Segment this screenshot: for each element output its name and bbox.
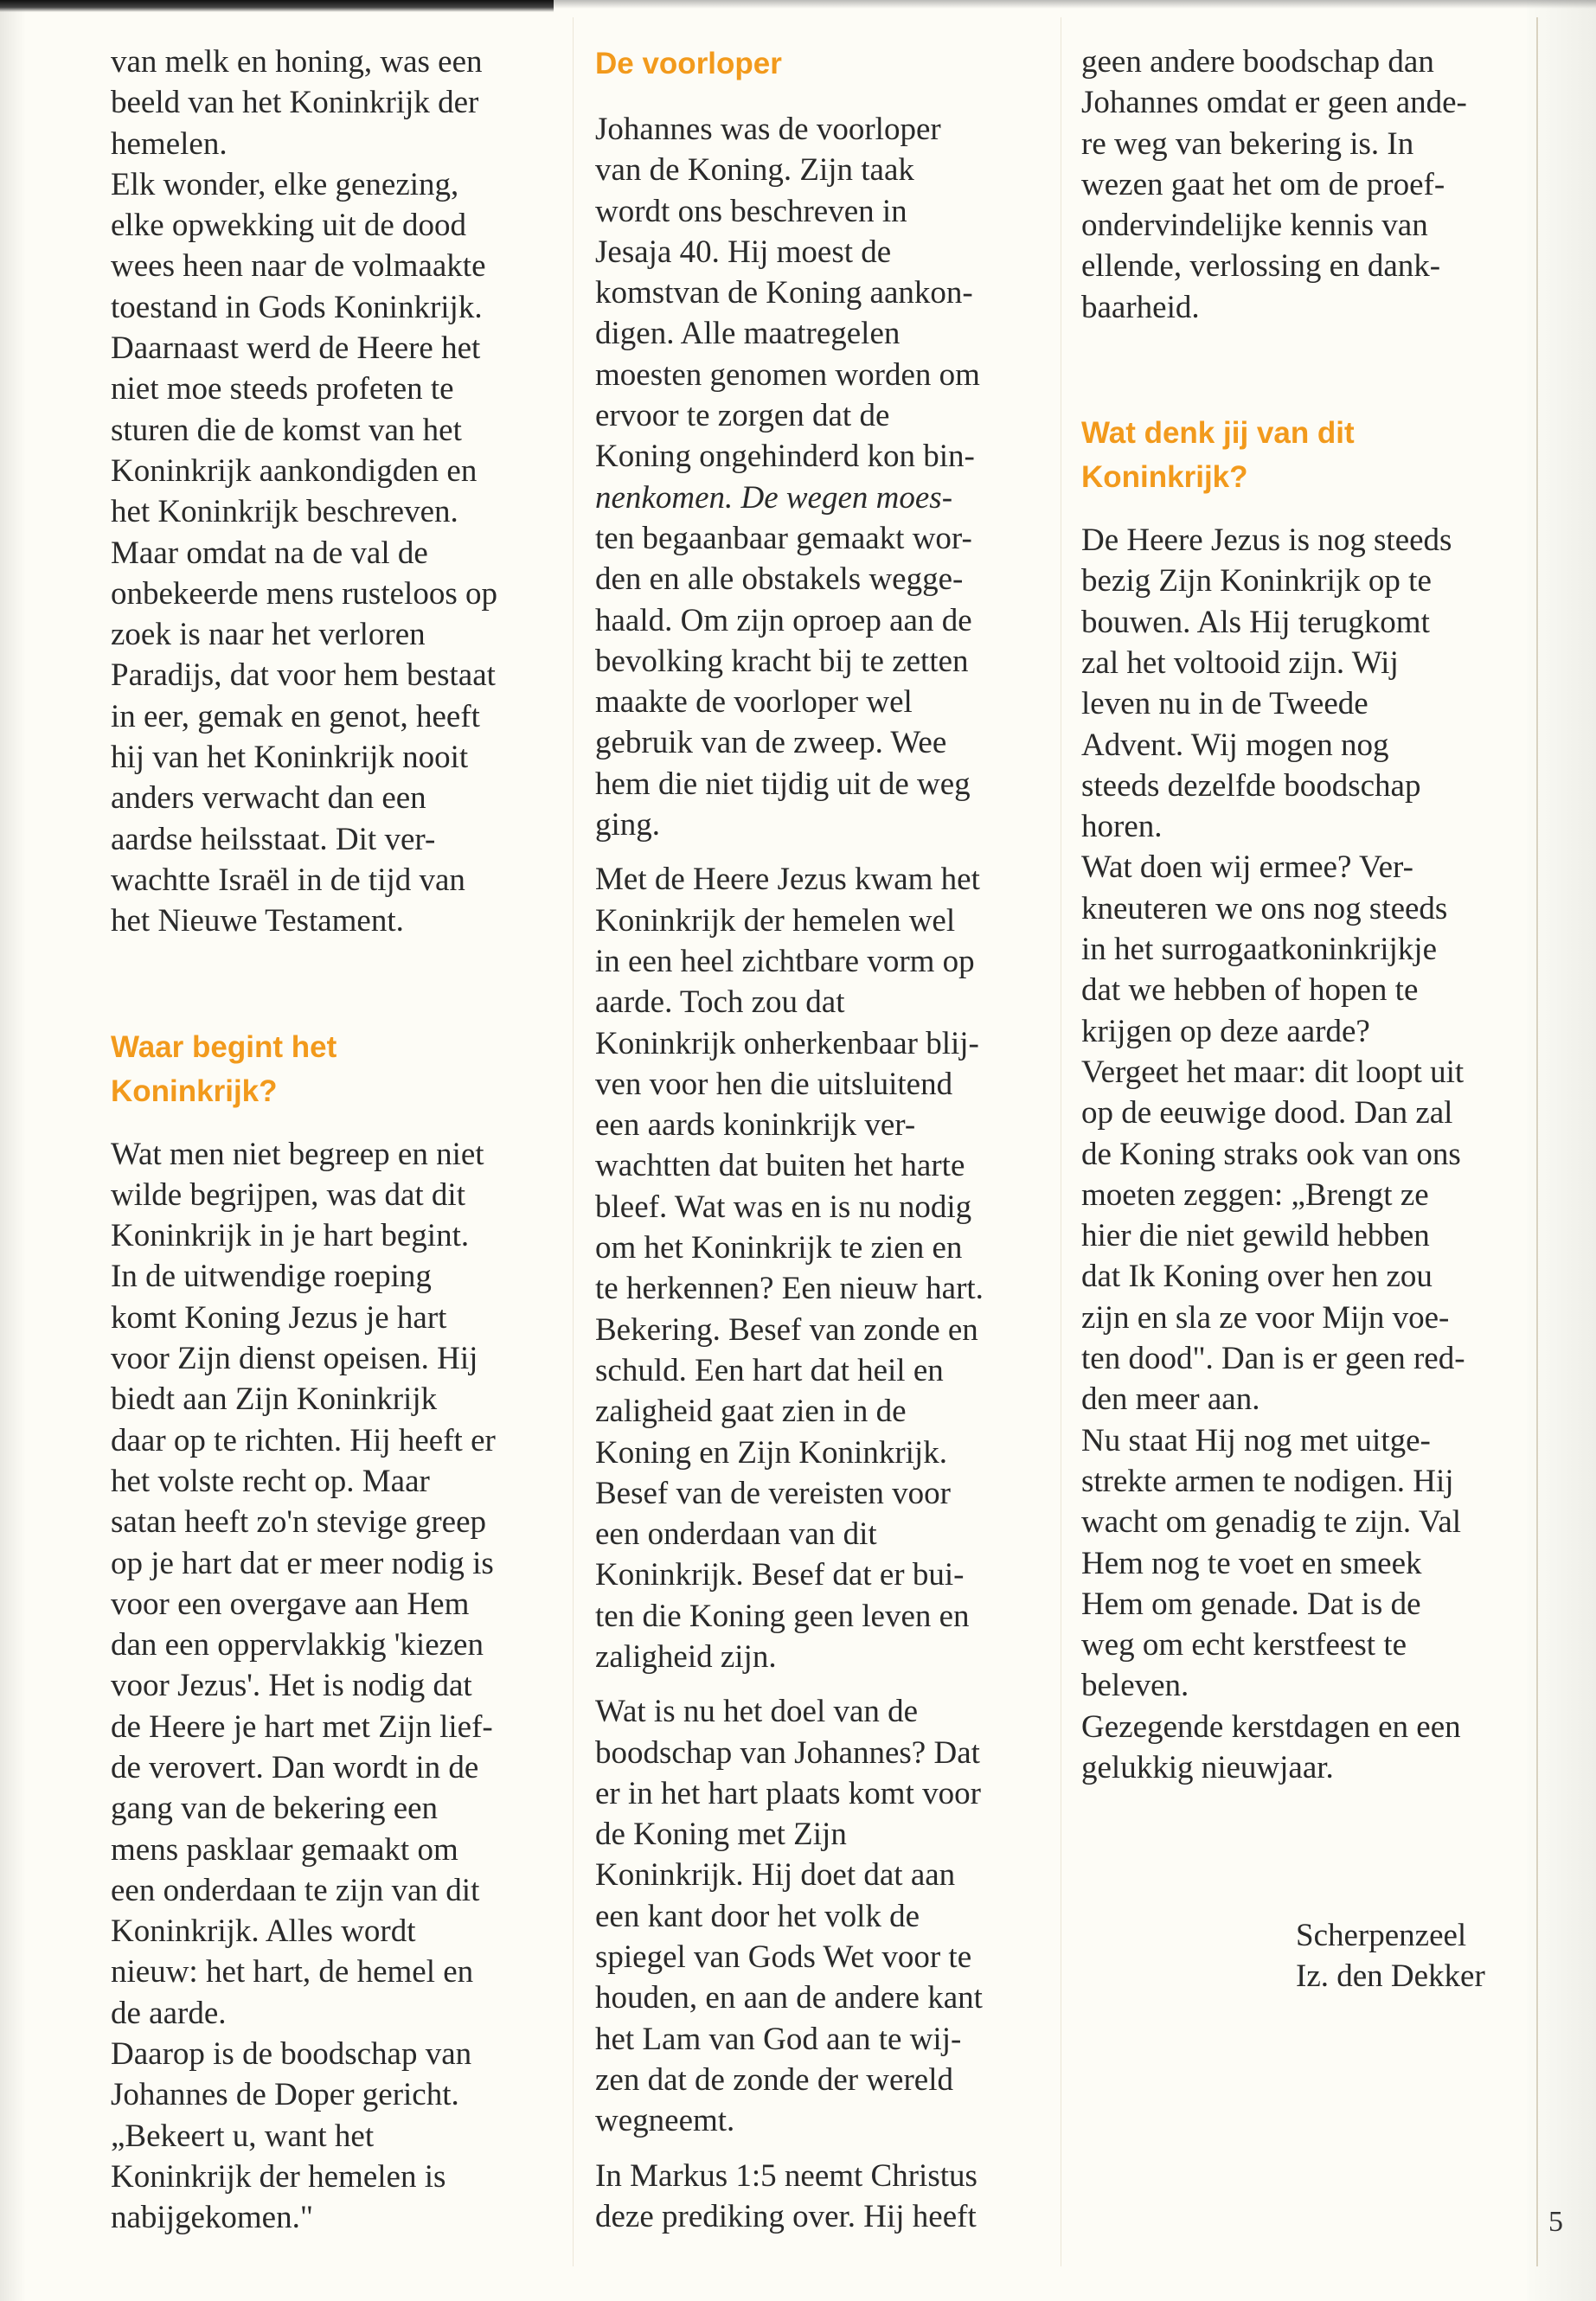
text-line: anders verwacht dan een (111, 780, 426, 817)
text-line: wilde begrijpen, was dat dit (111, 1176, 465, 1213)
text-line: bevolking kracht bij te zetten (595, 643, 969, 679)
text-line: beeld van het Koninkrijk der (111, 85, 479, 121)
text-line: In Markus 1:5 neemt Christus (595, 2157, 977, 2194)
text-line: Koninkrijk aankondigden en (111, 452, 478, 489)
text-line: den en alle obstakels wegge- (595, 561, 964, 598)
text-line: spiegel van Gods Wet voor te (595, 1939, 972, 1976)
text-line: gebruik van de zweep. Wee (595, 725, 947, 761)
text-line: de verovert. Dan wordt in de (111, 1749, 479, 1785)
text-line: nenkomen. De wegen moes- (595, 479, 953, 516)
text-line: de Koning met Zijn (595, 1817, 847, 1853)
text-line: een onderdaan te zijn van dit (111, 1872, 480, 1908)
scan-top-shadow-light (554, 0, 1596, 9)
text-line: wachtte Israël in de tijd van (111, 862, 465, 898)
text-line: beleven. (1081, 1668, 1189, 1704)
text-line: hemelen. (111, 125, 228, 162)
text-line: ten dood". Dan is er geen red- (1081, 1341, 1465, 1377)
text-line: mens pasklaar gemaakt om (111, 1831, 458, 1868)
text-line: Johannes de Doper gericht. (111, 2077, 459, 2113)
text-line: wacht om genadig te zijn. Val (1081, 1504, 1462, 1541)
text-line: ellende, verlossing en dank- (1081, 248, 1441, 285)
text-line: bouwen. Als Hij terugkomt (1081, 604, 1430, 640)
text-line: het Lam van God aan te wij- (595, 2021, 962, 2057)
text-line: komstvan de Koning aankon- (595, 275, 973, 311)
text-line: om het Koninkrijk te zien en (595, 1230, 963, 1266)
text-line: gelukkig nieuwjaar. (1081, 1749, 1334, 1785)
text-line: hem die niet tijdig uit de weg (595, 766, 971, 802)
text-line: gang van de bekering een (111, 1791, 439, 1827)
signature-place: Scherpenzeel (1296, 1918, 1467, 1953)
text-line: dat Ik Koning over hen zou (1081, 1259, 1433, 1295)
text-line: voor een overgave aan Hem (111, 1586, 470, 1622)
text-line: digen. Alle maatregelen (595, 316, 901, 352)
text-line: Waar begint het (111, 1029, 337, 1064)
text-line: van melk en honing, was een (111, 44, 483, 80)
paragraph (111, 42, 543, 942)
text-line: Koninkrijk in je hart begint. (111, 1218, 470, 1254)
text-line: krijgen op deze aarde? (1081, 1013, 1370, 1049)
text-line: Wat men niet begreep en niet (111, 1136, 484, 1172)
text-line: ten die Koning geen leven en (595, 1598, 970, 1634)
text-line: haald. Om zijn oproep aan de (595, 602, 972, 638)
signature (1296, 1915, 1485, 1997)
text-line: schuld. Een hart dat heil en (595, 1352, 944, 1388)
text-line: hij van het Koninkrijk nooit (111, 740, 469, 776)
text-line: de aarde. (111, 1995, 227, 2031)
text-line: baarheid. (1081, 289, 1200, 325)
text-line: komt Koning Jezus je hart (111, 1299, 447, 1336)
paragraph (595, 109, 1045, 845)
text-line: nieuw: het hart, de hemel en (111, 1954, 474, 1990)
text-line: het volste recht op. Maar (111, 1463, 430, 1499)
text-line: Hem nog te voet en smeek (1081, 1545, 1422, 1581)
text-line: aarde. Toch zou dat (595, 984, 845, 1021)
text-line: maakte de voorloper wel (595, 684, 913, 721)
text-line: de Heere je hart met Zijn lief- (111, 1708, 493, 1745)
text-line: onbekeerde mens rusteloos op (111, 575, 497, 612)
text-line: biedt aan Zijn Koninkrijk (111, 1381, 438, 1418)
text-line: Wat is nu het doel van de (595, 1694, 919, 1730)
text-line: Vergeet het maar: dit loopt uit (1081, 1054, 1465, 1090)
text-line: strekte armen te nodigen. Hij (1081, 1463, 1454, 1499)
text-line: moeten zeggen: „Brengt ze (1081, 1176, 1429, 1213)
paragraph (595, 1691, 1045, 2141)
text-line: Wat denk jij van dit (1081, 416, 1355, 451)
signature-author: Iz. den Dekker (1296, 1958, 1485, 1994)
text-line: een kant door het volk de (595, 1898, 920, 1934)
text-line: Nu staat Hij nog met uitge- (1081, 1422, 1431, 1458)
text-line: voor Zijn dienst opeisen. Hij (111, 1341, 478, 1377)
text-line: Koninkrijk onherkenbaar blij- (595, 1025, 979, 1061)
text-line: steeds dezelfde boodschap (1081, 767, 1421, 804)
text-line: Koninkrijk. Alles wordt (111, 1913, 416, 1950)
text-line: het Nieuwe Testament. (111, 903, 404, 939)
text-line: zijn en sla ze voor Mijn voe- (1081, 1299, 1450, 1336)
text-line: kneuteren we ons nog steeds (1081, 890, 1448, 926)
paragraph (1081, 42, 1514, 328)
text-line: Bekering. Besef van zonde en (595, 1311, 978, 1348)
text-line: Koninkrijk. Besef dat er bui- (595, 1557, 965, 1593)
text-line: elke opwekking uit de dood (111, 208, 467, 244)
text-line: In de uitwendige roeping (111, 1259, 432, 1295)
text-line: Koninkrijk? (111, 1074, 278, 1108)
text-line: dan een oppervlakkig 'kiezen (111, 1627, 484, 1663)
text-line: Koninkrijk der hemelen wel (595, 902, 956, 939)
text-line: Daarnaast werd de Heere het (111, 330, 481, 367)
text-line: het Koninkrijk beschreven. (111, 494, 458, 530)
text-line: zaligheid zijn. (595, 1638, 777, 1675)
section-heading (111, 1025, 543, 1113)
text-line: een aards koninkrijk ver- (595, 1107, 916, 1144)
text-line: toestand in Gods Koninkrijk. (111, 289, 483, 325)
text-line: „Bekeert u, want het (111, 2118, 375, 2154)
section-heading (1081, 411, 1514, 499)
text-line: op je hart dat er meer nodig is (111, 1545, 494, 1581)
page-number: 5 (1548, 2206, 1563, 2238)
text-line: houden, en aan de andere kant (595, 1980, 983, 2016)
column-divider (573, 17, 574, 2266)
paragraph (595, 2156, 1045, 2238)
text-line: sturen die de komst van het (111, 412, 462, 448)
text-line: deze prediking over. Hij heeft (595, 2198, 977, 2234)
text-line: hier die niet gewild hebben (1081, 1218, 1430, 1254)
text-line: nabijgekomen." (111, 2200, 313, 2236)
text-line: ven voor hen die uitsluitend (595, 1066, 953, 1102)
text-line: Koning ongehinderd kon bin- (595, 439, 975, 475)
text-line: de Koning straks ook van ons (1081, 1136, 1461, 1172)
text-line: van de Koning. Zijn taak (595, 152, 914, 189)
text-line: aardse heilsstaat. Dit ver- (111, 821, 436, 857)
text-line: Johannes omdat er geen ande- (1081, 85, 1467, 121)
text-line: Daarop is de boodschap van (111, 2036, 472, 2073)
section-heading (595, 42, 1045, 86)
column-right (1081, 42, 1514, 1788)
text-line: wordt ons beschreven in (595, 193, 907, 229)
text-line: den meer aan. (1081, 1381, 1260, 1418)
page-edge-line (1536, 17, 1538, 2266)
text-line: Koning en Zijn Koninkrijk. (595, 1434, 947, 1471)
text-line: zaligheid gaat zien in de (595, 1394, 907, 1430)
text-line: Elk wonder, elke genezing, (111, 166, 459, 202)
text-line: een onderdaan van dit (595, 1516, 877, 1553)
text-line: geen andere boodschap dan (1081, 44, 1434, 80)
text-line: te herkennen? Een nieuw hart. (595, 1271, 984, 1307)
text-line: dat we hebben of hopen te (1081, 972, 1419, 1009)
text-line: Met de Heere Jezus kwam het (595, 862, 980, 898)
text-line: ondervindelijke kennis van (1081, 208, 1428, 244)
text-line: weg om echt kerstfeest te (1081, 1627, 1407, 1663)
text-line: moesten genomen worden om (595, 356, 980, 393)
text-line: bleef. Wat was en is nu nodig (595, 1189, 972, 1225)
text-line: voor Jezus'. Het is nodig dat (111, 1668, 472, 1704)
text-line: ging. (595, 807, 661, 843)
text-line: De Heere Jezus is nog steeds (1081, 522, 1452, 559)
text-line: horen. (1081, 809, 1163, 845)
text-line: zen dat de zonde der wereld (595, 2061, 953, 2098)
paragraph (1081, 520, 1514, 1788)
text-line: boodschap van Johannes? Dat (595, 1734, 980, 1771)
text-line: wees heen naar de volmaakte (111, 248, 486, 285)
text-line: wachtten dat buiten het harte (595, 1148, 965, 1184)
text-line: Paradijs, dat voor hem bestaat (111, 657, 496, 694)
text-line: Koninkrijk? (1081, 460, 1248, 495)
text-line: in het surrogaatkoninkrijkje (1081, 932, 1438, 968)
text-line: Koninkrijk der hemelen is (111, 2158, 446, 2195)
text-line: De voorloper (595, 47, 782, 80)
paragraph (595, 859, 1045, 1677)
text-line: Besef van de vereisten voor (595, 1475, 951, 1511)
column-left (111, 42, 543, 2239)
text-line: Advent. Wij mogen nog (1081, 727, 1389, 763)
text-line: zoek is naar het verloren (111, 617, 426, 653)
text-line: in een heel zichtbare vorm op (595, 943, 975, 979)
column-middle (595, 42, 1045, 2237)
text-line: leven nu in de Tweede (1081, 686, 1368, 722)
paragraph (111, 1134, 543, 2239)
text-line: wegneemt. (595, 2103, 735, 2139)
text-line: niet moe steeds profeten te (111, 371, 454, 407)
scan-left-edge (0, 0, 26, 2301)
text-line: Gezegende kerstdagen en een (1081, 1708, 1461, 1745)
text-line: in eer, gemak en genot, heeft (111, 698, 480, 734)
text-line: bezig Zijn Koninkrijk op te (1081, 563, 1432, 599)
text-line: daar op te richten. Hij heeft er (111, 1422, 496, 1458)
text-line: ervoor te zorgen dat de (595, 398, 890, 434)
text-line: wezen gaat het om de proef- (1081, 166, 1445, 202)
text-line: Johannes was de voorloper (595, 112, 941, 147)
text-line: Koninkrijk. Hij doet dat aan (595, 1857, 956, 1894)
text-line: Jesaja 40. Hij moest de (595, 234, 892, 270)
text-line: er in het hart plaats komt voor (595, 1775, 981, 1811)
text-line: ten begaanbaar gemaakt wor- (595, 520, 972, 556)
text-line: re weg van bekering is. In (1081, 125, 1414, 162)
text-line: zal het voltooid zijn. Wij (1081, 644, 1399, 681)
text-line: Wat doen wij ermee? Ver- (1081, 849, 1413, 886)
text-line: Maar omdat na de val de (111, 535, 428, 571)
text-line: op de eeuwige dood. Dan zal (1081, 1095, 1453, 1131)
scan-top-shadow (0, 0, 554, 12)
text-line: satan heeft zo'n stevige greep (111, 1504, 487, 1541)
text-line: Hem om genade. Dat is de (1081, 1586, 1421, 1622)
